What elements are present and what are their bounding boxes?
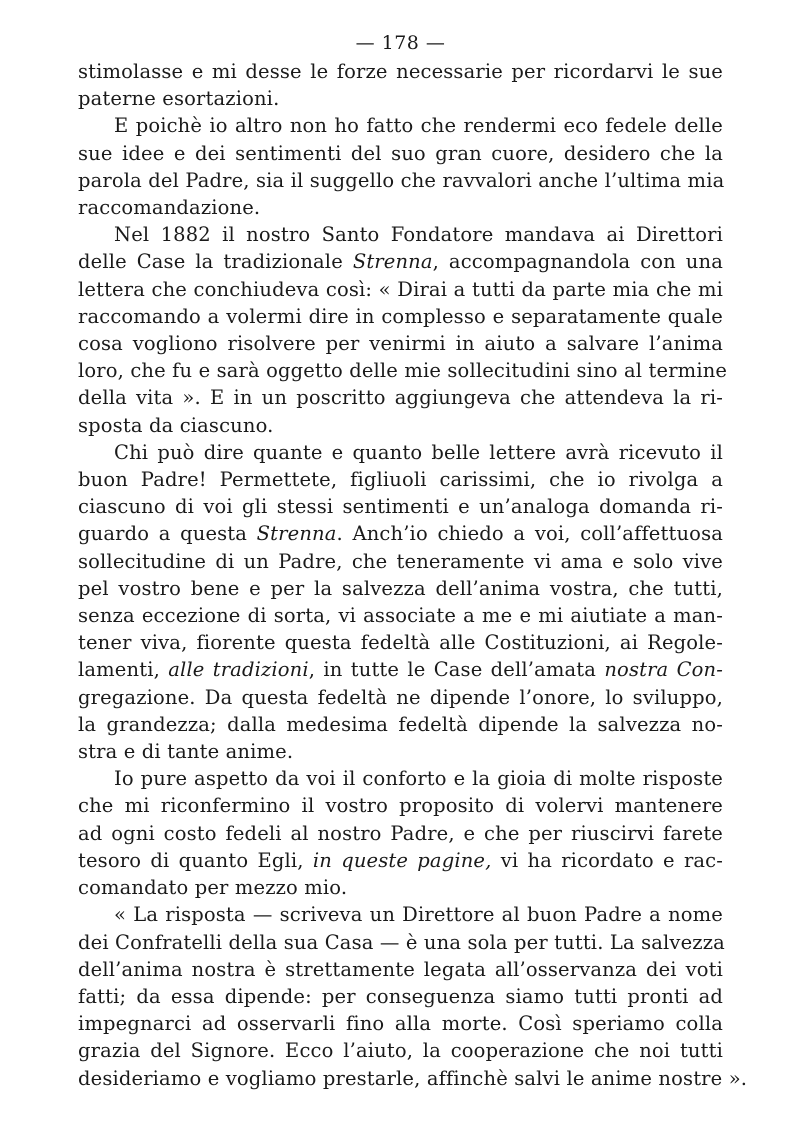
- text-line: « La risposta — scriveva un Direttore al buon Padre a nome: [114, 903, 723, 927]
- text-line: buon Padre! Permettete, figliuoli carissimi, che io rivolga a: [78, 468, 723, 492]
- text-line: delle Case la tradizionale Strenna, accompagnandola con una: [78, 250, 723, 274]
- text-line: sollecitudine di un Padre, che teneramente vi ama e solo vive: [78, 549, 723, 573]
- text-line: raccomandazione.: [78, 196, 261, 220]
- book-page: [78, 30, 748, 1092]
- text-line: sue idee e dei sentimenti del suo gran cuore, desidero che la: [78, 141, 723, 165]
- text-line: stra e di tante anime.: [78, 740, 294, 764]
- text-line: la grandezza; dalla medesima fedeltà dipende la salvezza no-: [78, 712, 723, 736]
- text-line: della vita ». E in un poscritto aggiungeva che attendeva la ri-: [78, 386, 723, 410]
- text-line: Io pure aspetto da voi il conforto e la gioia di molte risposte: [114, 767, 723, 791]
- text-line: lamenti, alle tradizioni, in tutte le Case dell’amata nostra Con-: [78, 658, 724, 682]
- text-line: paterne esortazioni.: [78, 87, 280, 111]
- text-line: tesoro di quanto Egli, in queste pagine, vi ha ricordato e rac-: [78, 848, 723, 872]
- text-line: raccomando a volermi dire in complesso e separatamente quale: [78, 304, 723, 328]
- text-line: fatti; da essa dipende: per conseguenza siamo tutti pronti ad: [78, 984, 723, 1008]
- text-line: dei Confratelli della sua Casa — è una sola per tutti. La salvezza: [78, 930, 725, 954]
- text-line: senza eccezione di sorta, vi associate a me e mi aiutiate a man-: [78, 604, 723, 628]
- text-line: loro, che fu e sarà oggetto delle mie sollecitudini sino al termine: [78, 359, 728, 383]
- text-line: cosa vogliono risolvere per venirmi in aiuto a salvare l’anima: [78, 332, 723, 356]
- text-line: comandato per mezzo mio.: [78, 876, 348, 900]
- text-line: lettera che conchiudeva così: « Dirai a tutti da parte mia che mi: [78, 277, 723, 301]
- text-line: ciascuno di voi gli stessi sentimenti e un’analoga domanda ri-: [78, 495, 723, 519]
- text-line: gregazione. Da questa fedeltà ne dipende l’onore, lo sviluppo,: [78, 685, 723, 709]
- text-line: stimolasse e mi desse le forze necessarie per ricordarvi le sue: [78, 60, 723, 83]
- text-line: parola del Padre, sia il suggello che ravvalori anche l’ultima mia: [78, 168, 725, 192]
- text-line: ad ogni costo fedeli al nostro Padre, e che per riuscirvi farete: [78, 821, 723, 845]
- text-line: sposta da ciascuno.: [78, 413, 274, 437]
- page-number: — 178 —: [355, 32, 446, 54]
- text-line: Nel 1882 il nostro Santo Fondatore mandava ai Direttori: [114, 223, 723, 247]
- text-line: E poichè io altro non ho fatto che rendermi eco fedele delle: [114, 114, 723, 138]
- text-line: guardo a questa Strenna. Anch’io chiedo a voi, coll’affettuosa: [78, 522, 724, 546]
- text-line: grazia del Signore. Ecco l’aiuto, la cooperazione che noi tutti: [78, 1039, 723, 1063]
- body-text: [78, 58, 748, 1092]
- text-line: Chi può dire quante e quanto belle lettere avrà ricevuto il: [114, 440, 723, 464]
- text-line: pel vostro bene e per la salvezza dell’anima vostra, che tutti,: [78, 576, 723, 600]
- text-line: dell’anima nostra è strettamente legata all’osservanza dei voti: [78, 957, 723, 981]
- text-line: impegnarci ad osservarli fino alla morte. Così speriamo colla: [78, 1012, 723, 1036]
- text-line: tener viva, fiorente questa fedeltà alle Costituzioni, ai Regole-: [78, 631, 723, 655]
- text-line: che mi riconfermino il vostro proposito di volervi mantenere: [78, 794, 723, 818]
- text-line: desideriamo e vogliamo prestarle, affinchè salvi le anime nostre ».: [78, 1066, 748, 1090]
